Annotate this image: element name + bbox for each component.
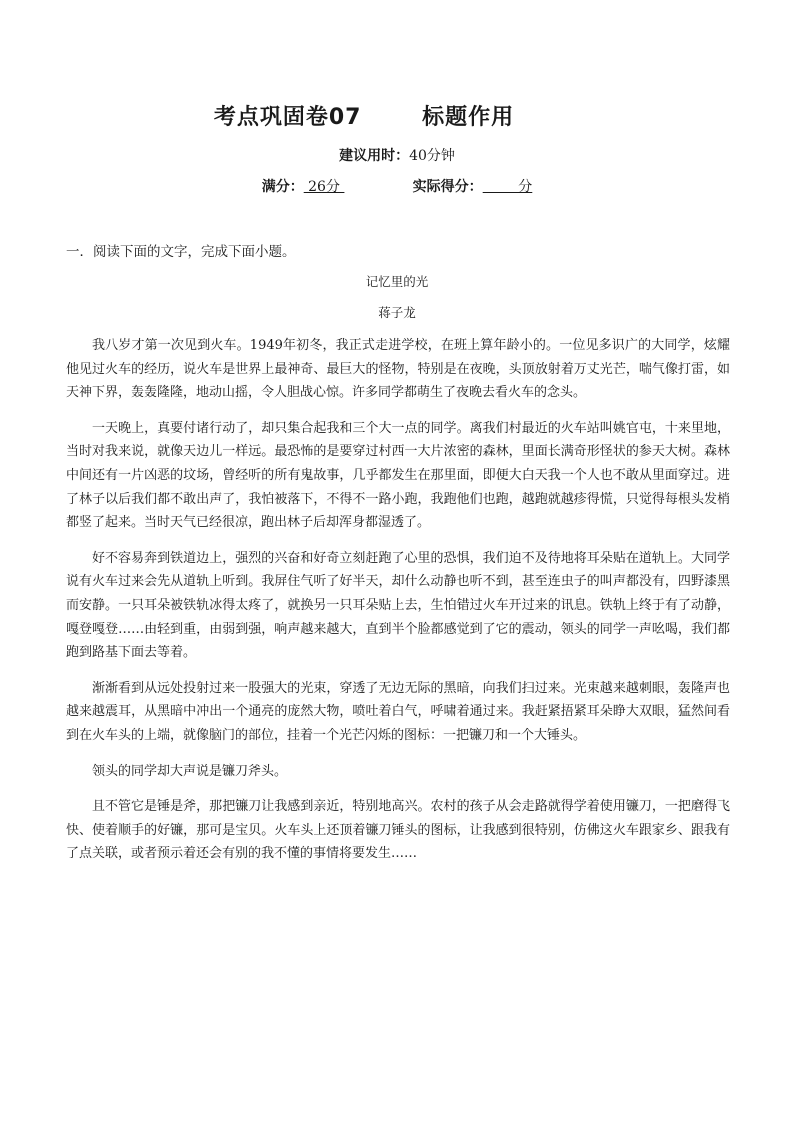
suggested-time-label: 建议用时： (339, 148, 410, 164)
actual-score-label: 实际得分： (412, 179, 483, 195)
essay-paragraph: 一天晚上，真要付诸行动了，却只集合起我和三个大一点的同学。离我们村最近的火车站叫姚官屯，十来里地，当时对我来说，就像天边儿一样远。最恐怖的是要穿过村西一大片浓密的森林，里面长满奇形怪状的参天大树。森林中间还有一片凶恶的坟场，曾经听的所有鬼故事，几乎都发生在那里面，即便大白天我一个人也不敢从里面穿过。进了林子以后我们都不敢出声了，我怕被落下，不得不一路小跑，我跑他们也跑，越跑就越疹得慌，只觉得每根头发梢都竖了起来。当时天气已经很凉，跑出林子后却浑身都湿透了。 (66, 420, 730, 531)
suggested-time (0, 145, 794, 165)
page-title: 考点巩固卷07 标题作用 (213, 105, 515, 130)
question-heading: 一．阅读下面的文字，完成下面小题。 (66, 244, 296, 260)
score-line (0, 176, 794, 196)
essay-title: 记忆里的光 (365, 274, 429, 289)
essay-paragraph: 我八岁才第一次见到火车。1949年初冬，我正式走进学校，在班上算年龄小的。一位见多识广的大同学，炫耀他见过火车的经历，说火车是世界上最神奇、最巨大的怪物，特别是在夜晚，头顶放射着万丈光芒，喘气像打雷，如天神下界，轰轰隆隆，地动山摇，令人胆战心惊。许多同学都萌生了夜晚去看火车的念头。 (66, 338, 730, 401)
essay-author: 蒋子龙 (378, 305, 416, 320)
essay-paragraph: 且不管它是锤是斧，那把镰刀让我感到亲近，特别地高兴。农村的孩子从会走路就得学着使用镰刀，一把磨得飞快、使着顺手的好镰，那可是宝贝。火车头上还顶着镰刀锤头的图标，让我感到很特别，仿佛这火车跟家乡、跟我有了点关联，或者预示着还会有别的我不懂的事情将要发生…… (66, 799, 730, 862)
essay-body (66, 334, 730, 878)
actual-score-value: 分 (482, 179, 533, 195)
essay-paragraph: 渐渐看到从远处投射过来一股强大的光束，穿透了无边无际的黑暗，向我们扫过来。光束越来越刺眼，轰隆声也越来越震耳，从黑暗中冲出一个通亮的庞然大物，喷吐着白气，呼啸着通过来。我赶紧捂紧耳朵睁大双眼，猛然间看到在火车头的上端，就像脑门的部位，挂着一个光芒闪烁的图标：一把镰刀和一个大锤头。 (66, 680, 730, 743)
full-score-value: 26分 (303, 179, 345, 195)
suggested-time-value: 40分钟 (409, 148, 455, 164)
essay-paragraph: 领头的同学却大声说是镰刀斧头。 (92, 763, 288, 779)
essay-paragraph: 好不容易奔到铁道边上，强烈的兴奋和好奇立刻赶跑了心里的恐惧，我们迫不及待地将耳朵贴在道轨上。大同学说有火车过来会先从道轨上听到。我屏住气听了好半天，却什么动静也听不到，甚至连虫子的叫声都没有，四野漆黑而安静。一只耳朵被铁轨冰得太疼了，就换另一只耳朵贴上去，生怕错过火车开过来的讯息。铁轨上终于有了动静，嘎登嘎登……由轻到重，由弱到强，响声越来越大，直到半个脸都感觉到了它的震动，领头的同学一声吆喝，我们都跑到路基下面去等着。 (66, 550, 730, 661)
full-score-label: 满分： (261, 179, 304, 195)
